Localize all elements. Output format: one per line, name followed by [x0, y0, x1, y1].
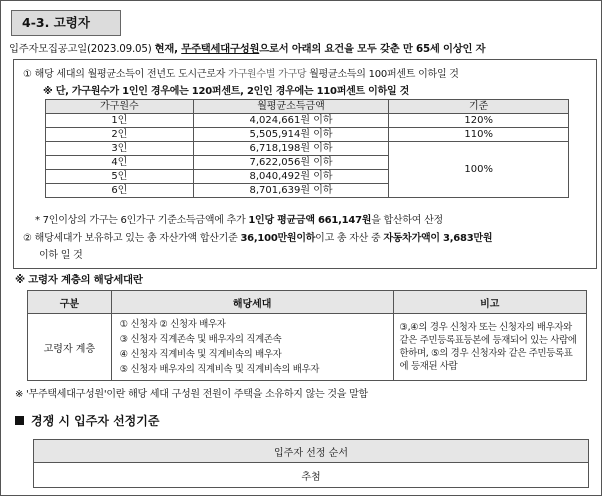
table-row — [34, 463, 589, 488]
criterion-2-text-b: 36,100만원이하 — [240, 233, 316, 244]
criterion-1 — [23, 65, 459, 80]
criterion-2-text-a: 해당세대가 보유하고 있는 총 자산가액 합산기준 — [34, 233, 241, 244]
household-remarks-cell — [393, 314, 586, 381]
income-header-size: 가구원수 — [46, 100, 194, 114]
household-header-remarks: 비고 — [393, 291, 586, 314]
list-item: ⑤ 신청자 배우자의 직계비속 및 직계비속의 배우자 — [119, 364, 320, 375]
income-size: 4인 — [46, 156, 194, 170]
household-header-household: 해당세대 — [111, 291, 393, 314]
household-remarks: ③,④의 경우 신청자 또는 신청자의 배우자와 같은 주민등록표등본에 등재되어 있는 사람에 한하며, ⑤의 경우 신청자와 같은 주민등록표에 등재된 사람 — [399, 322, 577, 372]
criterion-1-text-c: 월평균소득의 100퍼센트 이하일 것 — [306, 69, 459, 80]
income-std: 110% — [389, 128, 569, 142]
income-std: 100% — [389, 142, 569, 198]
income-header-amount: 월평균소득금액 — [193, 100, 389, 114]
intro-date: 입주자모집공고일(2023.09.05) — [9, 43, 155, 55]
income-size: 5인 — [46, 170, 194, 184]
list-item: ① 신청자 ② 신청자 배우자 — [119, 319, 226, 330]
intro-current: 현재, — [154, 43, 182, 55]
intro-requirement: 으로서 아래의 요건을 모두 갖춘 만 65세 이상인 자 — [259, 43, 486, 55]
table-row — [46, 114, 569, 128]
income-size: 3인 — [46, 142, 194, 156]
criterion-2-cont: 이하 일 것 — [39, 250, 83, 261]
criterion-1-mark: ① — [23, 69, 32, 80]
criterion-1-text-b: 가구원수별 가구당 — [228, 69, 307, 80]
income-size: 6인 — [46, 184, 194, 198]
selection-value: 추첨 — [34, 463, 589, 488]
criterion-1-text-a: 해당 세대의 월평균소득이 전년도 도시근로자 — [34, 69, 229, 80]
income-table-header — [46, 100, 569, 114]
selection-table — [33, 439, 589, 488]
table-row — [28, 314, 587, 381]
household-table-header — [28, 291, 587, 314]
income-amount: 4,024,661원 이하 — [193, 114, 389, 128]
section-label: 4-3. 고령자 — [22, 15, 90, 30]
income-footnote — [35, 211, 443, 226]
footnote-text-b: 1인당 평균금액 661,147원 — [248, 215, 372, 226]
table-row — [46, 128, 569, 142]
selection-table-header — [34, 440, 589, 463]
income-std: 120% — [389, 114, 569, 128]
income-size: 1인 — [46, 114, 194, 128]
criterion-2-text-c: 이고 총 자산 중 — [315, 233, 384, 244]
list-item: ③ 신청자 직계존속 및 배우자의 직계존속 — [119, 334, 282, 345]
footnote-text-a: * 7인이상의 가구는 6인가구 기준소득금액에 추가 — [35, 215, 249, 226]
income-table — [45, 99, 569, 198]
intro-homeless-member: 무주택세대구성원 — [181, 43, 260, 55]
income-amount: 8,701,639원 이하 — [193, 184, 389, 198]
income-amount: 8,040,492원 이하 — [193, 170, 389, 184]
household-items — [111, 314, 393, 381]
list-item: ④ 신청자 직계비속 및 직계비속의 배우자 — [119, 349, 282, 360]
household-heading: ※ 고령자 계층의 해당세대란 — [15, 274, 143, 286]
square-bullet-icon — [15, 416, 24, 425]
household-header-category: 구분 — [28, 291, 112, 314]
homeless-note: ※ '무주택세대구성원'이란 해당 세대 구성원 전원이 주택을 소유하지 않는 것을 말함 — [15, 389, 368, 400]
household-table — [27, 290, 587, 381]
income-amount: 7,622,056원 이하 — [193, 156, 389, 170]
selection-header: 입주자 선정 순서 — [34, 440, 589, 463]
criterion-2-mark: ② — [23, 233, 32, 244]
competition-heading — [15, 412, 159, 429]
criterion-2 — [23, 229, 492, 244]
intro-text — [9, 40, 597, 55]
criterion-2-text-d: 자동차가액이 3,683만원 — [383, 233, 493, 244]
household-category-label: 고령자 계층 — [28, 314, 112, 381]
competition-heading-text: 경쟁 시 입주자 선정기준 — [31, 414, 160, 428]
income-amount: 5,505,914원 이하 — [193, 128, 389, 142]
criterion-1-note: ※ 단, 가구원수가 1인인 경우에는 120퍼센트, 2인인 경우에는 110퍼센트 이하일 것 — [43, 86, 410, 97]
footnote-text-c: 을 합산하여 산정 — [371, 215, 443, 226]
section-label-box — [11, 10, 121, 36]
income-size: 2인 — [46, 128, 194, 142]
table-row — [46, 142, 569, 156]
income-amount: 6,718,198원 이하 — [193, 142, 389, 156]
income-header-std: 기준 — [389, 100, 569, 114]
